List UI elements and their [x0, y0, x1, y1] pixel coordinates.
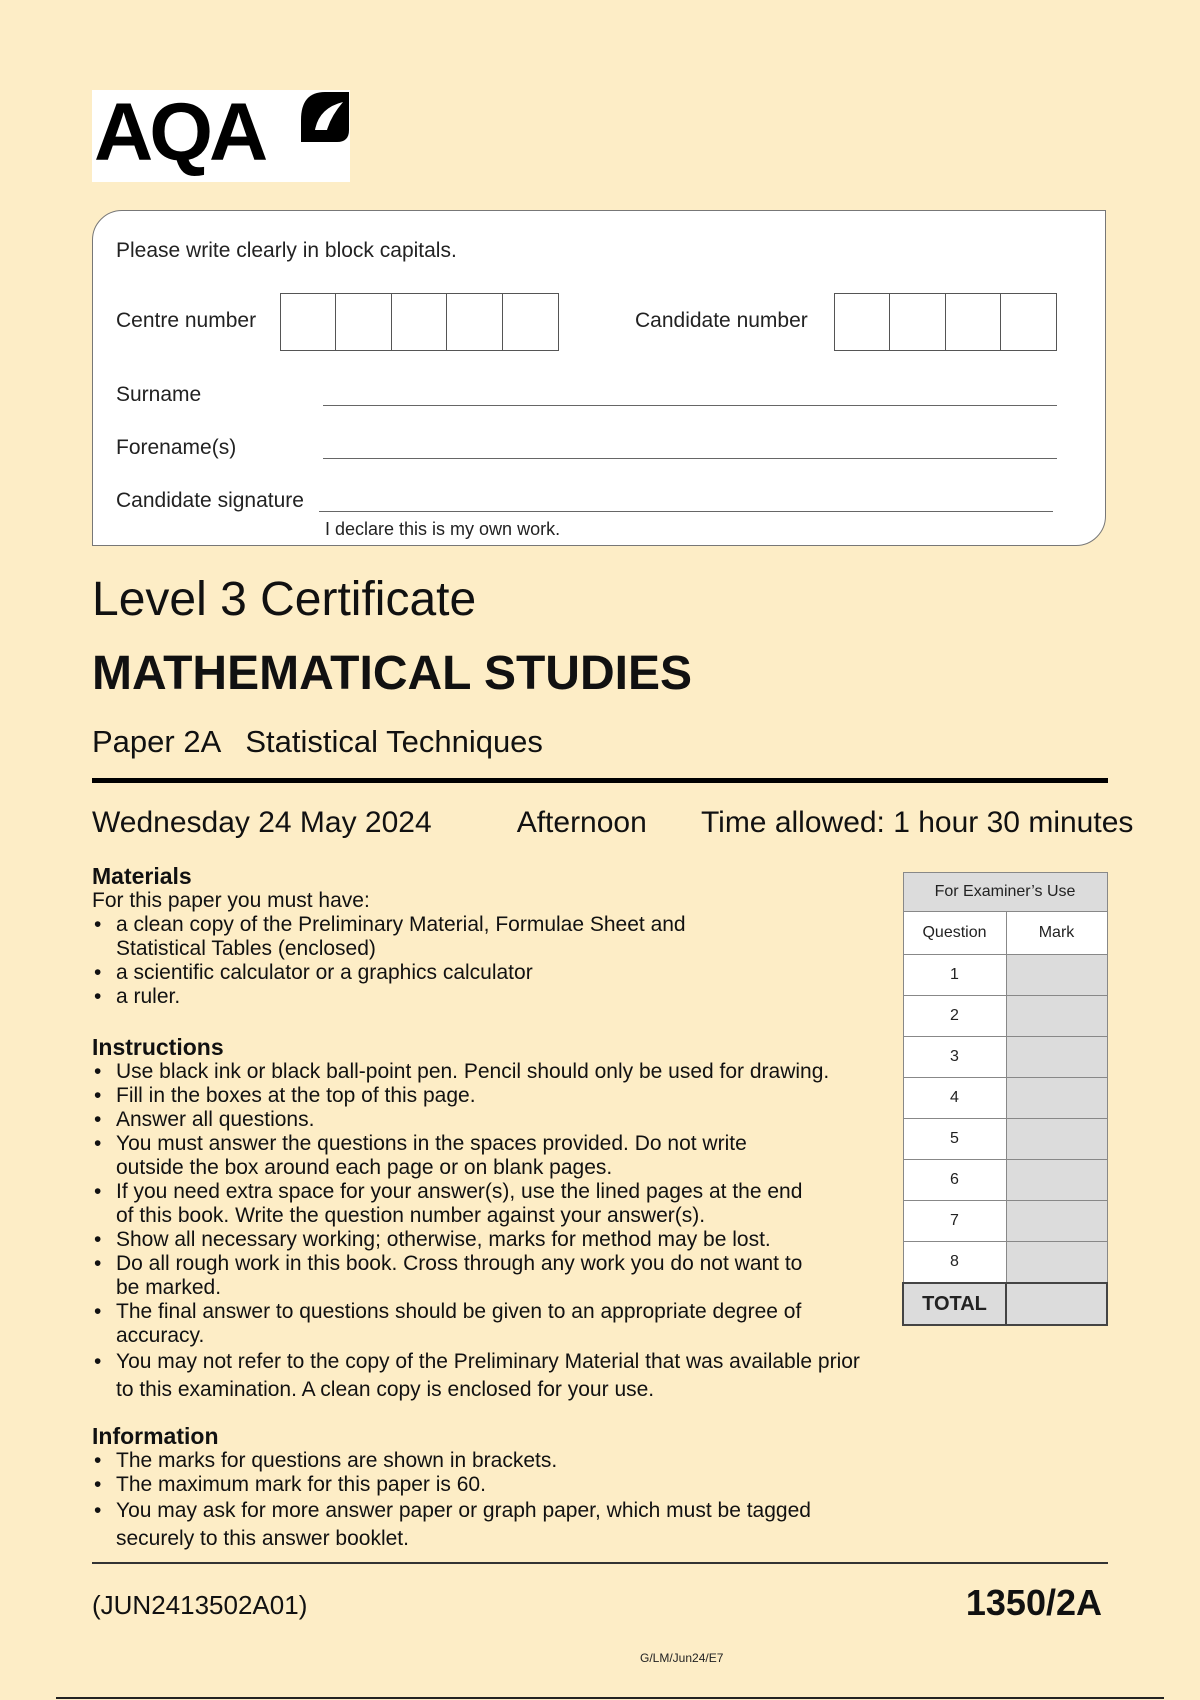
- forename-line[interactable]: [323, 458, 1057, 459]
- question-number: 8: [903, 1242, 1006, 1284]
- logo-text: AQA: [94, 87, 265, 178]
- list-item: • You may not refer to the copy of the Preliminary Material that was available prior to this examination. A clean copy is enclosed for your use.: [92, 1348, 876, 1404]
- surname-line[interactable]: [323, 405, 1057, 406]
- print-reference: G/LM/Jun24/E7: [640, 1651, 724, 1665]
- centre-number-boxes: [281, 293, 559, 351]
- time-allowed: Time allowed: 1 hour 30 minutes: [700, 806, 1134, 839]
- signature-label: Candidate signature: [116, 489, 304, 512]
- table-row: [903, 1160, 1107, 1201]
- declaration-text: I declare this is my own work.: [325, 519, 561, 539]
- total-row: [903, 1283, 1107, 1325]
- list-item: • The final answer to questions should be given to an appropriate degree of accuracy.: [92, 1300, 816, 1348]
- centre-number-digit-box[interactable]: [502, 293, 559, 351]
- list-item: • You may ask for more answer paper or graph paper, which must be tagged securely to this answer booklet.: [92, 1497, 876, 1553]
- candidate-number-digit-box[interactable]: [1000, 293, 1057, 351]
- instructions-section: [92, 1035, 882, 1404]
- list-item: • The maximum mark for this paper is 60.: [92, 1473, 882, 1497]
- information-list: [92, 1449, 882, 1553]
- list-item: • Fill in the boxes at the top of this page.: [92, 1084, 882, 1108]
- total-mark-cell: [1006, 1283, 1107, 1325]
- examiners-use-table: [902, 872, 1108, 1326]
- question-number: 1: [903, 955, 1006, 996]
- centre-number-digit-box[interactable]: [391, 293, 448, 351]
- qualification-level: Level 3 Certificate: [92, 573, 477, 626]
- title-divider: [92, 778, 1108, 783]
- total-label: TOTAL: [903, 1283, 1006, 1325]
- mark-cell: [1006, 1201, 1107, 1242]
- materials-section: [92, 864, 892, 1009]
- block-capitals-instruction: Please write clearly in block capitals.: [116, 239, 457, 262]
- materials-list: [92, 913, 732, 1009]
- paper-number: 1350/2A: [965, 1582, 1102, 1623]
- aqa-logo-mark-icon: [297, 90, 351, 144]
- list-item: • The marks for questions are shown in brackets.: [92, 1449, 882, 1473]
- question-number: 2: [903, 996, 1006, 1037]
- question-number: 7: [903, 1201, 1006, 1242]
- table-row: [903, 996, 1107, 1037]
- footer-divider: [92, 1562, 1108, 1564]
- candidate-number-digit-box[interactable]: [945, 293, 1002, 351]
- centre-number-label: Centre number: [116, 309, 257, 332]
- materials-heading: Materials: [92, 863, 192, 889]
- signature-line[interactable]: [319, 511, 1053, 512]
- instructions-heading: Instructions: [92, 1034, 224, 1060]
- booklet-code: (JUN2413502A01): [92, 1590, 308, 1620]
- mark-cell: [1006, 1119, 1107, 1160]
- mark-cell: [1006, 1160, 1107, 1201]
- candidate-number-digit-box[interactable]: [889, 293, 946, 351]
- list-item: • Use black ink or black ball-point pen. Pencil should only be used for drawing.: [92, 1060, 882, 1084]
- information-heading: Information: [92, 1423, 219, 1449]
- candidate-details-box: [92, 210, 1106, 546]
- exam-session: Afternoon: [516, 806, 647, 839]
- table-row: [903, 1078, 1107, 1119]
- table-row: [903, 1037, 1107, 1078]
- list-item: • a ruler.: [92, 985, 732, 1009]
- list-item: • You must answer the questions in the spaces provided. Do not write outside the box around each page or on blank pages.: [92, 1132, 816, 1180]
- mark-cell: [1006, 1037, 1107, 1078]
- exam-date: Wednesday 24 May 2024: [92, 806, 432, 839]
- centre-number-digit-box[interactable]: [280, 293, 337, 351]
- candidate-number-boxes: [835, 293, 1057, 351]
- table-row: [903, 1201, 1107, 1242]
- surname-label: Surname: [116, 383, 202, 406]
- materials-lead: For this paper you must have:: [92, 889, 370, 912]
- table-row: [903, 1119, 1107, 1160]
- question-number: 5: [903, 1119, 1006, 1160]
- mark-cell: [1006, 1078, 1107, 1119]
- list-item: • a clean copy of the Preliminary Material, Formulae Sheet and Statistical Tables (enclosed): [92, 913, 732, 961]
- table-row: [903, 955, 1107, 996]
- candidate-number-digit-box[interactable]: [834, 293, 891, 351]
- list-item: • Show all necessary working; otherwise, marks for method may be lost.: [92, 1228, 882, 1252]
- list-item: • Answer all questions.: [92, 1108, 882, 1132]
- aqa-logo: [92, 87, 350, 182]
- candidate-number-label: Candidate number: [635, 309, 808, 332]
- page-bottom-rule: [56, 1697, 1164, 1699]
- question-number: 4: [903, 1078, 1006, 1119]
- centre-number-digit-box[interactable]: [446, 293, 503, 351]
- subject-title: MATHEMATICAL STUDIES: [92, 647, 692, 700]
- question-column-header: Question: [903, 912, 1006, 955]
- examiners-use-title: For Examiner’s Use: [903, 873, 1107, 912]
- question-number: 6: [903, 1160, 1006, 1201]
- instructions-list: [92, 1060, 882, 1404]
- mark-column-header: Mark: [1006, 912, 1107, 955]
- mark-cell: [1006, 1242, 1107, 1284]
- list-item: • a scientific calculator or a graphics calculator: [92, 961, 732, 985]
- list-item: • Do all rough work in this book. Cross through any work you do not want to be marked.: [92, 1252, 816, 1300]
- information-section: [92, 1424, 882, 1553]
- centre-number-digit-box[interactable]: [335, 293, 392, 351]
- list-item: • If you need extra space for your answer(s), use the lined pages at the end of this book. Write the question number against your answer(s).: [92, 1180, 816, 1228]
- table-row: [903, 1242, 1107, 1284]
- mark-cell: [1006, 996, 1107, 1037]
- exam-date-line: [92, 806, 1133, 840]
- paper-title: Paper 2A Statistical Techniques: [92, 724, 543, 759]
- question-number: 3: [903, 1037, 1006, 1078]
- mark-cell: [1006, 955, 1107, 996]
- forename-label: Forename(s): [116, 436, 237, 459]
